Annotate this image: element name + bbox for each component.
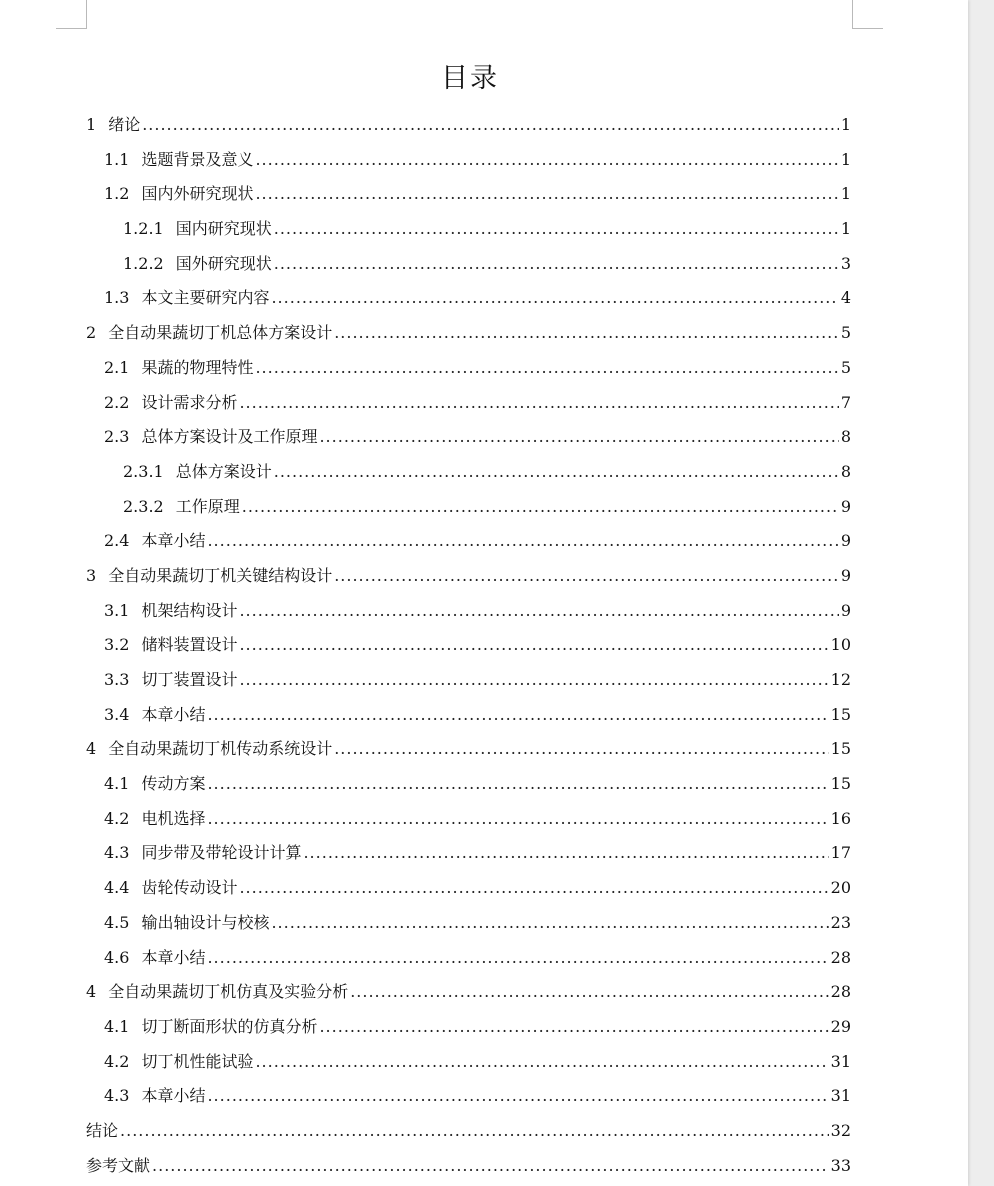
toc-entry[interactable] xyxy=(86,143,851,178)
toc-leader-dots xyxy=(271,281,838,316)
toc-leader-dots xyxy=(207,767,828,802)
toc-leader-dots xyxy=(207,698,828,733)
toc-entry[interactable] xyxy=(86,975,851,1010)
toc-entry[interactable] xyxy=(86,212,851,247)
toc-entry-page: 15 xyxy=(830,739,851,759)
toc-entry-label: 电机选择 xyxy=(141,808,206,828)
toc-entry[interactable] xyxy=(86,594,851,629)
toc-leader-dots xyxy=(239,663,828,698)
toc-entry-label: 全自动果蔬切丁机传动系统设计 xyxy=(108,739,333,759)
toc-entry-page: 5 xyxy=(840,323,851,343)
toc-entry-page: 9 xyxy=(840,531,851,551)
toc-leader-dots xyxy=(239,386,838,421)
toc-entry[interactable] xyxy=(86,455,851,490)
toc-entry-page: 15 xyxy=(830,774,851,794)
toc-entry-page: 3 xyxy=(840,253,851,273)
toc-entry-page: 28 xyxy=(830,982,851,1002)
toc-entry-page: 28 xyxy=(830,947,851,967)
toc-entry-label: 输出轴设计与校核 xyxy=(141,912,270,932)
toc-entry-number: 4.1 xyxy=(104,774,130,794)
toc-entry-label: 设计需求分析 xyxy=(141,392,238,412)
toc-entry-number: 4.2 xyxy=(104,1051,130,1071)
toc-entry-number: 4.3 xyxy=(104,1086,130,1106)
toc-entry-label: 本章小结 xyxy=(141,947,206,967)
toc-entry-page: 9 xyxy=(840,565,851,585)
toc-entry-label: 切丁装置设计 xyxy=(141,670,238,689)
toc-entry-page: 10 xyxy=(830,635,851,655)
toc-leader-dots xyxy=(207,524,838,559)
toc-entry-label: 切丁断面形状的仿真分析 xyxy=(141,1016,318,1036)
toc-entry[interactable] xyxy=(86,524,851,559)
toc-entry-page: 32 xyxy=(830,1120,851,1140)
toc-entry-number: 4.4 xyxy=(104,878,130,898)
toc-entry[interactable] xyxy=(86,1045,851,1080)
toc-entry-page: 9 xyxy=(840,496,851,516)
toc-entry[interactable] xyxy=(86,663,851,698)
toc-entry-number: 4 xyxy=(86,982,97,1002)
toc-entry-number: 4.1 xyxy=(104,1016,130,1036)
toc-leader-dots xyxy=(255,351,838,386)
toc-entry[interactable] xyxy=(86,1149,851,1184)
toc-leader-dots xyxy=(274,212,839,247)
toc-entry-number: 2.3.2 xyxy=(123,496,164,516)
toc-entry[interactable] xyxy=(86,281,851,316)
toc-entry-page: 17 xyxy=(830,843,851,863)
toc-leader-dots xyxy=(255,1045,828,1080)
toc-entry-label: 参考文献 xyxy=(86,1155,151,1175)
toc-entry[interactable] xyxy=(86,316,851,351)
toc-entry-label: 工作原理 xyxy=(175,496,240,516)
toc-entry[interactable] xyxy=(86,836,851,871)
toc-entry-page: 1 xyxy=(840,184,851,204)
toc-entry[interactable] xyxy=(86,1114,851,1149)
toc-entry-number: 4.3 xyxy=(104,843,130,863)
toc-entry-label: 总体方案设计及工作原理 xyxy=(141,427,318,447)
toc-entry[interactable] xyxy=(86,108,851,143)
toc-entry-number: 1.1 xyxy=(104,149,130,169)
toc-entry-page: 31 xyxy=(830,1051,851,1071)
toc-entry-number: 1.2.2 xyxy=(123,253,164,273)
toc-entry-page: 23 xyxy=(830,912,851,932)
toc-entry-page: 12 xyxy=(830,670,851,689)
crop-mark-top-left xyxy=(56,0,87,29)
toc-entry[interactable] xyxy=(86,698,851,733)
toc-entry-number: 2.2 xyxy=(104,392,130,412)
toc-leader-dots xyxy=(207,802,828,837)
toc-entry[interactable] xyxy=(86,386,851,421)
toc-entry-number: 2.1 xyxy=(104,357,130,377)
toc-entry[interactable] xyxy=(86,802,851,837)
toc-leader-dots xyxy=(319,420,838,455)
toc-entry-number: 4 xyxy=(86,739,97,759)
toc-entry-page: 29 xyxy=(830,1016,851,1036)
toc-entry-number: 3.3 xyxy=(104,670,130,689)
toc-entry-label: 国内外研究现状 xyxy=(141,184,254,204)
toc-entry[interactable] xyxy=(86,1010,851,1045)
toc-entry-page: 5 xyxy=(840,357,851,377)
toc-leader-dots xyxy=(274,247,839,282)
toc-leader-dots xyxy=(242,490,839,525)
toc-entry-number: 2.4 xyxy=(104,531,130,551)
toc-entry-page: 1 xyxy=(840,115,851,134)
toc-entry-number: 1.2.1 xyxy=(123,219,164,239)
toc-entry-label: 结论 xyxy=(86,1120,119,1140)
toc-entry-label: 选题背景及意义 xyxy=(141,149,254,169)
toc-entry-number: 2.3.1 xyxy=(123,461,164,481)
toc-entry-number: 3.1 xyxy=(104,600,130,620)
toc-entry-label: 本章小结 xyxy=(141,1086,206,1106)
toc-entry-page: 33 xyxy=(830,1155,851,1175)
toc-entry-page: 1 xyxy=(840,149,851,169)
toc-entry-label: 果蔬的物理特性 xyxy=(141,357,254,377)
toc-entry[interactable] xyxy=(86,628,851,663)
toc-entry-number: 3.2 xyxy=(104,635,130,655)
toc-leader-dots xyxy=(334,732,828,767)
toc-entry-page: 1 xyxy=(840,219,851,239)
toc-leader-dots xyxy=(142,108,839,143)
toc-entry-number: 1.3 xyxy=(104,288,130,308)
toc-entry-label: 同步带及带轮设计计算 xyxy=(141,843,302,863)
toc-leader-dots xyxy=(207,1079,828,1114)
toc-entry-number: 4.2 xyxy=(104,808,130,828)
toc-entry-label: 本文主要研究内容 xyxy=(141,288,270,308)
toc-entry-number: 3 xyxy=(86,565,97,585)
toc-title: 目录 xyxy=(441,63,499,94)
toc-entry-label: 国外研究现状 xyxy=(175,253,272,273)
toc-entry[interactable] xyxy=(86,906,851,941)
toc-entry-label: 本章小结 xyxy=(141,531,206,551)
crop-mark-top-right xyxy=(852,0,883,29)
toc-entry-page: 31 xyxy=(830,1086,851,1106)
toc-entry-page: 20 xyxy=(830,878,851,898)
toc-entry[interactable] xyxy=(86,490,851,525)
toc-leader-dots xyxy=(120,1114,829,1149)
toc-entry-number: 2.3 xyxy=(104,427,130,447)
toc-entry-label: 齿轮传动设计 xyxy=(141,878,238,898)
toc-entry-page: 16 xyxy=(830,808,851,828)
toc-leader-dots xyxy=(350,975,828,1010)
toc-entry-page: 9 xyxy=(840,600,851,620)
toc-entry-label: 国内研究现状 xyxy=(175,219,272,239)
toc-entry-page: 8 xyxy=(840,461,851,481)
toc-leader-dots xyxy=(239,871,828,906)
toc-entry-label: 机架结构设计 xyxy=(141,600,238,620)
toc-leader-dots xyxy=(319,1010,828,1045)
toc-leader-dots xyxy=(239,628,828,663)
toc-entry-label: 全自动果蔬切丁机仿真及实验分析 xyxy=(108,982,349,1002)
toc-leader-dots xyxy=(334,559,839,594)
toc-entry[interactable] xyxy=(86,871,851,906)
toc-leader-dots xyxy=(334,316,839,351)
toc-entry-number: 1.2 xyxy=(104,184,130,204)
toc-entry[interactable] xyxy=(86,732,851,767)
toc-entry-number: 4.6 xyxy=(104,947,130,967)
toc-entry-page: 8 xyxy=(840,427,851,447)
toc-entry-label: 绪论 xyxy=(108,115,141,134)
toc-entry-label: 传动方案 xyxy=(141,774,206,794)
toc-entry-label: 全自动果蔬切丁机总体方案设计 xyxy=(108,323,333,343)
toc-entry-number: 1 xyxy=(86,115,97,134)
toc-entry-label: 切丁机性能试验 xyxy=(141,1051,254,1071)
toc-leader-dots xyxy=(255,177,838,212)
toc-entry[interactable] xyxy=(86,559,851,594)
toc-leader-dots xyxy=(239,594,838,629)
toc-entry[interactable] xyxy=(86,1079,851,1114)
toc-leader-dots xyxy=(207,941,828,976)
toc-leader-dots xyxy=(271,906,828,941)
toc-entry[interactable] xyxy=(86,177,851,212)
toc-entry-number: 2 xyxy=(86,323,97,343)
toc-entry-page: 7 xyxy=(840,392,851,412)
toc-entry-label: 全自动果蔬切丁机关键结构设计 xyxy=(108,565,333,585)
toc-entry[interactable] xyxy=(86,420,851,455)
toc-entry[interactable] xyxy=(86,351,851,386)
toc-entry-number: 4.5 xyxy=(104,912,130,932)
toc-entry[interactable] xyxy=(86,941,851,976)
toc-entry-page: 4 xyxy=(840,288,851,308)
toc-entry[interactable] xyxy=(86,767,851,802)
toc-entry-label: 总体方案设计 xyxy=(175,461,272,481)
toc-leader-dots xyxy=(152,1149,829,1184)
toc-entry-label: 本章小结 xyxy=(141,704,206,724)
toc-entry-label: 储料装置设计 xyxy=(141,635,238,655)
toc-leader-dots xyxy=(255,143,838,178)
toc-entry-number: 3.4 xyxy=(104,704,130,724)
toc-entry[interactable] xyxy=(86,247,851,282)
table-of-contents xyxy=(86,108,851,1183)
toc-leader-dots xyxy=(303,836,828,871)
toc-entry-page: 15 xyxy=(830,704,851,724)
toc-leader-dots xyxy=(274,455,839,490)
